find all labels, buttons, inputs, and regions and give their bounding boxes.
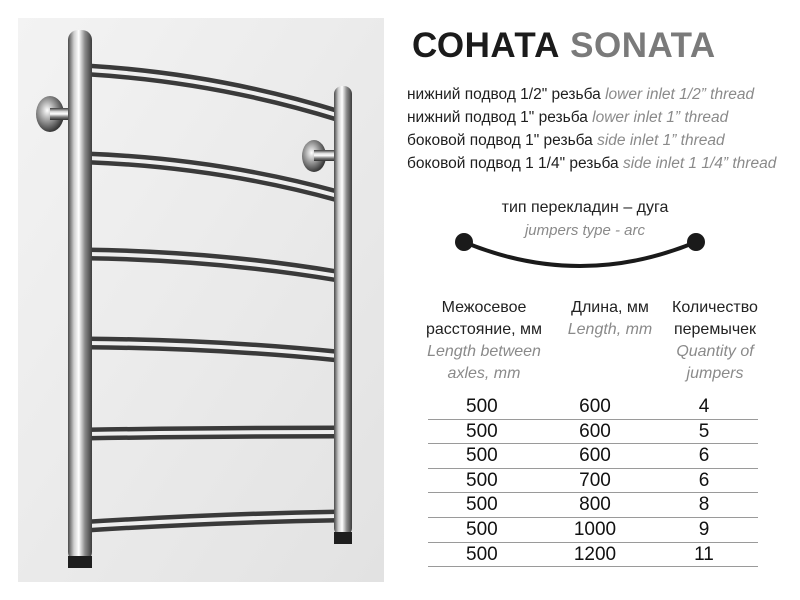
spec-ru: боковой подвод 1" резьба <box>407 132 593 149</box>
table-row <box>428 493 758 518</box>
table-row <box>428 395 758 420</box>
spec-en: side inlet 1” thread <box>597 132 725 149</box>
spec-ru: боковой подвод 1 1/4" резьба <box>407 155 619 172</box>
spec-en: side inlet 1 1/4” thread <box>622 155 777 172</box>
cell-jumpers: 4 <box>698 396 710 417</box>
cell-jumpers: 8 <box>698 494 710 516</box>
sizes-table <box>428 395 758 567</box>
cell-jumpers: 11 <box>694 543 714 565</box>
cell-length: 800 <box>579 494 611 516</box>
header-length <box>555 297 665 341</box>
inlet-specs <box>407 83 797 175</box>
cell-jumpers: 6 <box>698 445 710 467</box>
cell-length: 1000 <box>573 518 617 540</box>
table-row <box>428 444 758 469</box>
table-row <box>428 518 758 543</box>
header-en: Length between axles, mm <box>427 343 541 382</box>
spec-en: lower inlet 1/2” thread <box>605 86 755 103</box>
cell-length: 1200 <box>573 543 617 565</box>
cell-length: 600 <box>579 396 611 417</box>
cell-axle: 500 <box>466 543 498 565</box>
product-title <box>412 26 716 66</box>
spec-line <box>407 83 797 106</box>
spec-line <box>407 152 797 175</box>
header-jumpers-quantity <box>660 297 770 385</box>
cell-length: 600 <box>579 445 611 467</box>
table-row <box>428 420 758 445</box>
spec-ru: нижний подвод 1" резьба <box>407 109 588 126</box>
spec-ru: нижний подвод 1/2" резьба <box>407 86 601 103</box>
header-en: Length, mm <box>567 321 653 338</box>
cell-axle: 500 <box>466 494 498 516</box>
header-ru: Количество перемычек <box>672 299 758 338</box>
cell-jumpers: 5 <box>698 420 710 442</box>
header-en: Quantity of jumpers <box>676 343 754 382</box>
cell-axle: 500 <box>466 420 498 442</box>
product-title-ru: СОНАТА <box>412 26 560 65</box>
cell-length: 600 <box>579 420 611 442</box>
cell-axle: 500 <box>466 396 498 417</box>
cell-axle: 500 <box>466 518 498 540</box>
header-axle-distance <box>412 297 556 385</box>
table-row <box>428 469 758 494</box>
header-ru: Длина, мм <box>571 299 649 316</box>
spec-en: lower inlet 1” thread <box>592 109 729 126</box>
spec-line <box>407 106 797 129</box>
table-row <box>428 543 758 568</box>
jumpers-type-ru: тип перекладин – дуга <box>501 199 669 216</box>
towel-rail-photo <box>18 18 384 582</box>
header-ru: Межосевое расстояние, мм <box>425 299 543 338</box>
cell-jumpers: 6 <box>698 469 710 491</box>
cell-axle: 500 <box>466 445 498 467</box>
cell-axle: 500 <box>466 469 498 491</box>
cell-length: 700 <box>579 469 611 491</box>
arc-jumper-icon <box>450 228 710 278</box>
cell-jumpers: 9 <box>698 518 710 540</box>
product-title-en: SONATA <box>570 26 716 65</box>
spec-line <box>407 129 797 152</box>
jumpers-type-en: jumpers type - arc <box>524 222 646 239</box>
